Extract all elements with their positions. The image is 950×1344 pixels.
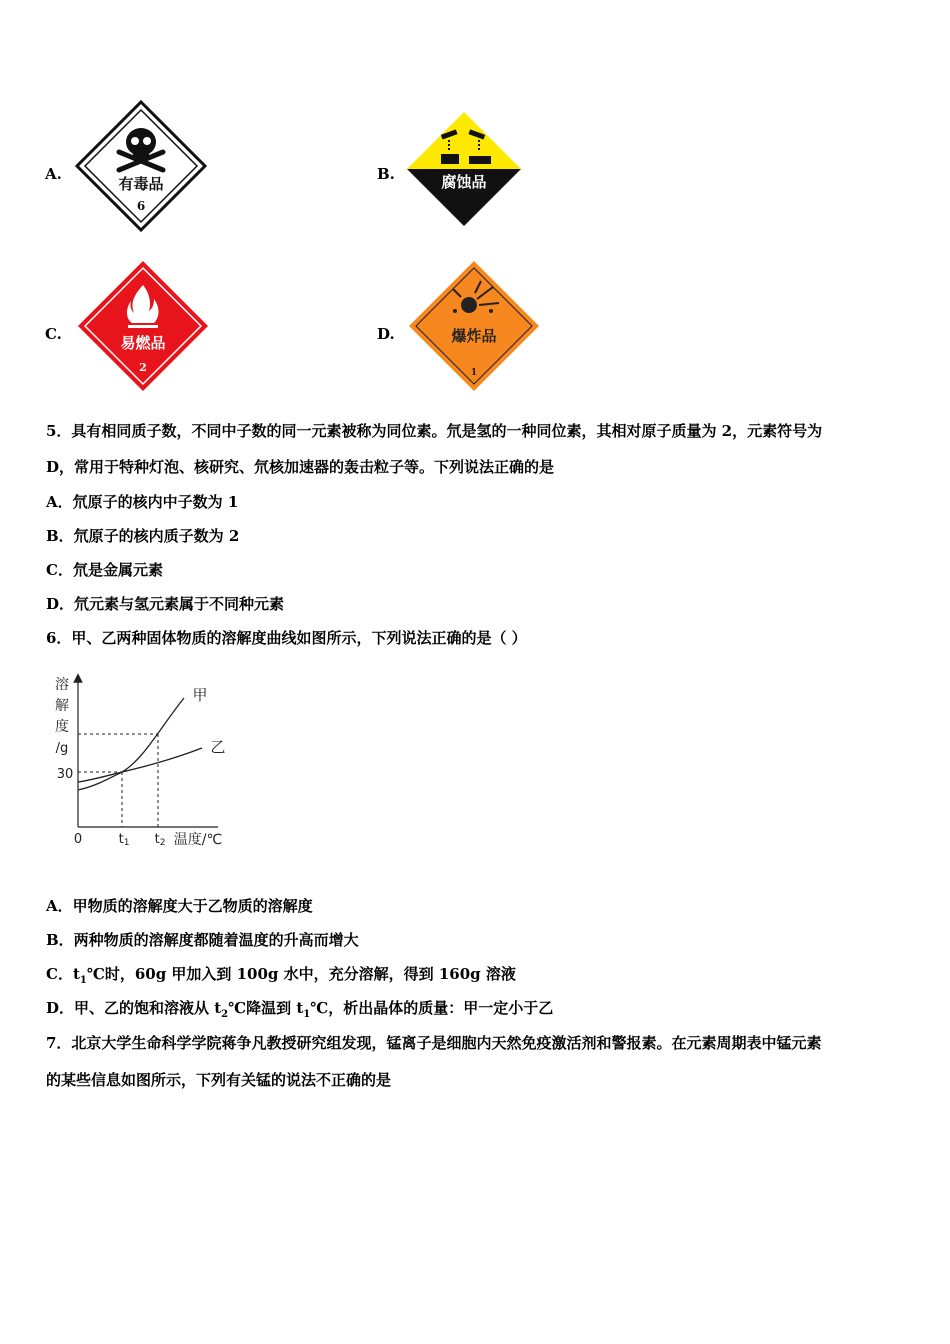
q5-option-d: D．氘元素与氢元素属于不同种元素 bbox=[46, 595, 285, 613]
option-c-letter: C. bbox=[45, 325, 62, 343]
q5-option-c: C．氘是金属元素 bbox=[46, 561, 163, 579]
q6-option-d: D．甲、乙的饱和溶液从 $t_2℃$降温到 $t_1℃$，析出晶体的质量：甲一定小于乙 bbox=[46, 999, 554, 1020]
t2-tick-label: t2 bbox=[154, 832, 166, 848]
sign-label: 有毒品 bbox=[118, 175, 164, 193]
q5-stem-line-1: 5．具有相同质子数，不同中子数的同一元素被称为同位素。氘是氢的一种同位素，其相对原子质量为 2，元素符号为 bbox=[46, 422, 823, 440]
curve-yi bbox=[78, 748, 202, 782]
y-axis-label-char-2: 解 bbox=[55, 698, 69, 714]
y-axis-label-unit: /g bbox=[55, 741, 69, 756]
toxic-hazard-sign bbox=[75, 100, 207, 232]
q6-option-a: A．甲物质的溶解度大于乙物质的溶解度 bbox=[46, 897, 313, 915]
sign-label: 爆炸品 bbox=[451, 327, 497, 345]
q7-stem-line-2: 的某些信息如图所示，下列有关锰的说法不正确的是 bbox=[46, 1071, 392, 1089]
sign-class-number: 6 bbox=[136, 199, 146, 213]
sign-label: 易燃品 bbox=[120, 334, 166, 352]
option-b-letter: B. bbox=[377, 165, 395, 183]
option-a-letter: A. bbox=[45, 165, 62, 183]
q6-stem: 6．甲、乙两种固体物质的溶解度曲线如图所示，下列说法正确的是（ ） bbox=[46, 629, 527, 647]
explosive-hazard-sign bbox=[407, 259, 541, 393]
origin-label: 0 bbox=[73, 832, 83, 847]
q6-option-c: C．$t_1℃$时，60g 甲加入到 100g 水中，充分溶解，得到 160g 溶液 bbox=[46, 965, 516, 986]
sign-class-number: 1 bbox=[470, 368, 478, 378]
t1-tick-label: t1 bbox=[118, 832, 130, 848]
sign-class-number: 2 bbox=[139, 361, 147, 374]
y-axis-label-char-1: 溶 bbox=[55, 677, 69, 693]
x-axis-label: 温度/℃ bbox=[173, 832, 223, 848]
flammable-hazard-sign bbox=[76, 259, 210, 393]
curve-jia-label: 甲 bbox=[192, 686, 208, 704]
q6-option-b: B．两种物质的溶解度都随着温度的升高而增大 bbox=[46, 931, 359, 949]
curve-jia bbox=[78, 698, 184, 790]
q7-stem-line-1: 7．北京大学生命科学学院蒋争凡教授研究组发现，锰离子是细胞内天然免疫激活剂和警报素。在元素周期表中锰元素 bbox=[46, 1034, 822, 1052]
y-axis-label-char-3: 度 bbox=[55, 719, 69, 735]
sign-label: 腐蚀品 bbox=[441, 173, 487, 191]
q5-option-a: A．氘原子的核内中子数为 1 bbox=[46, 493, 239, 511]
solubility-curve-graph bbox=[48, 672, 238, 852]
q5-option-b: B．氘原子的核内质子数为 2 bbox=[46, 527, 240, 545]
q5-stem-line-2: D，常用于特种灯泡、核研究、氘核加速器的轰击粒子等。下列说法正确的是 bbox=[46, 458, 555, 476]
y-tick-30: 30 bbox=[56, 767, 74, 782]
option-d-letter: D. bbox=[377, 325, 395, 343]
corrosive-hazard-sign bbox=[405, 110, 523, 228]
curve-yi-label: 乙 bbox=[210, 738, 226, 756]
